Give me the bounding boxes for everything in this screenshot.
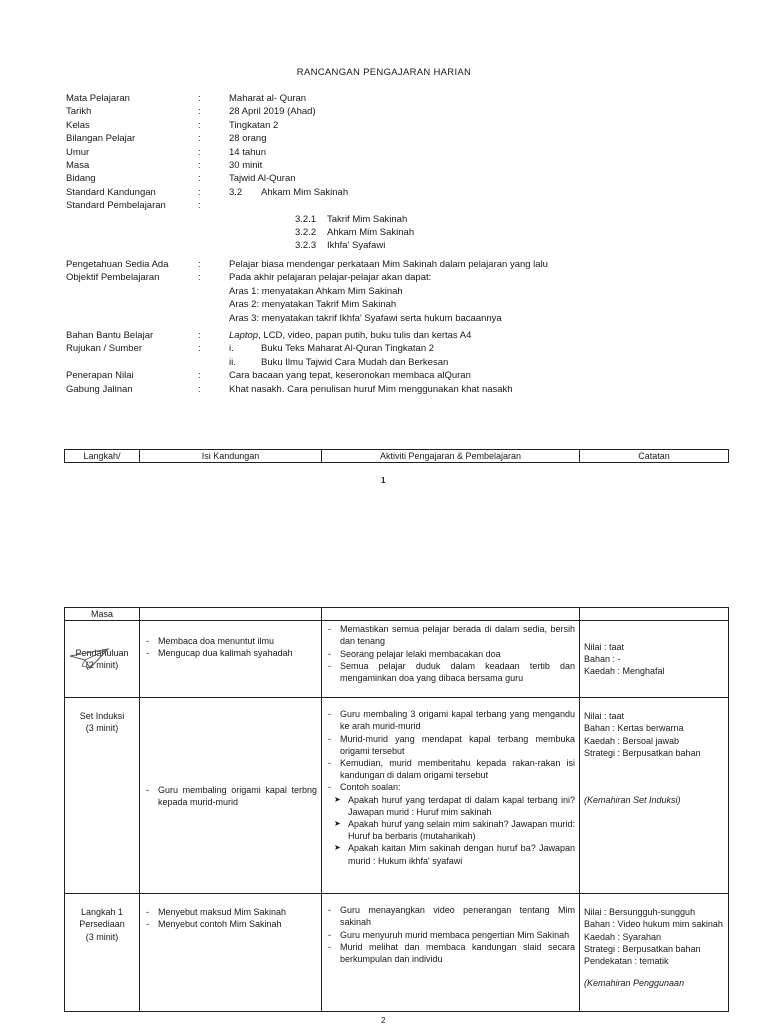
list-item: - Murid melihat dan membaca kandungan slaid secara berkumpulan dan individu bbox=[326, 941, 575, 965]
info-label: Umur bbox=[66, 146, 90, 158]
info-value: Maharat al- Quran bbox=[229, 93, 307, 104]
isi-cell bbox=[140, 894, 322, 1012]
list-item: - Kemudian, murid memberitahu kepada rakan-rakan isi kandungan di dalam origami tersebut bbox=[326, 757, 575, 781]
catatan-cell: Nilai : Bersungguh-sungguh Bahan : Video hukum mim sakinah Kaedah : Syarahan Strategi : Berpusatkan bahan Pendekatan : tematik (Kemahiran Penggunaan bbox=[580, 894, 729, 1012]
isi-cell bbox=[140, 698, 322, 894]
table-row bbox=[65, 621, 729, 698]
step-cell: Pendahuluan (2 minit) bbox=[65, 621, 140, 698]
standard-number: 3.2 bbox=[229, 186, 243, 198]
question-item: ➤ Apakah huruf yang selain mim sakinah? Jawapan murid: Huruf ba berbaris (mutaharikah) bbox=[334, 818, 575, 842]
info-row: Umur : 14 tahun bbox=[66, 146, 706, 159]
list-item: - Guru menyuruh murid membaca pengertian Mim Sakinah bbox=[326, 929, 575, 941]
info-row: Standard Kandungan : 3.2 Ahkam Mim Sakinah bbox=[66, 186, 706, 199]
info-value: Tajwid Al-Quran bbox=[229, 173, 296, 185]
skill-note: (Kemahiran Penggunaan bbox=[584, 978, 685, 989]
aktiviti-cell bbox=[322, 894, 580, 1012]
page-number: 1 bbox=[381, 476, 386, 485]
isi-cell bbox=[140, 621, 322, 698]
step-cell: Langkah 1 Persediaan (3 minit) bbox=[65, 894, 140, 1012]
list-item: - Menyebut contoh Mim Sakinah bbox=[144, 918, 317, 930]
page-number-2: 2 bbox=[381, 1016, 386, 1024]
info-value: 28 April 2019 (Ahad) bbox=[229, 106, 316, 118]
info-label: Bilangan Pelajar bbox=[66, 133, 136, 145]
info-row: Objektif Pembelajaran : Pada akhir pelajaran pelajar-pelajar akan dapat: bbox=[66, 272, 432, 284]
document-title: RANCANGAN PENGAJARAN HARIAN bbox=[296, 67, 472, 78]
info-row: Penerapan Nilai : Cara bacaan yang tepat, keseronokan membaca alQuran bbox=[66, 370, 471, 382]
list-item: - Guru membaling origami kapal terbng kepada murid-murid bbox=[144, 784, 317, 808]
header-cell: Catatan bbox=[580, 450, 729, 463]
info-row: Kelas : Tingkatan 2 bbox=[66, 119, 706, 132]
lesson-info bbox=[66, 92, 706, 396]
info-value: Tingkatan 2 bbox=[229, 119, 279, 131]
info-row: Masa : 30 minit bbox=[66, 159, 706, 172]
aktiviti-cell bbox=[322, 621, 580, 698]
info-row: ii. Buku Ilmu Tajwid Cara Mudah dan Berkesan bbox=[229, 356, 449, 368]
header-cell: Aktiviti Pengajaran & Pembelajaran bbox=[322, 450, 580, 463]
masa-cell: Masa bbox=[65, 608, 140, 621]
info-label: Standard Pembelajaran bbox=[66, 200, 166, 212]
list-item: - Seorang pelajar lelaki membacakan doa bbox=[326, 648, 575, 660]
list-item: - Semua pelajar duduk dalam keadaan tertib dan mengaminkan doa yang dibaca bersama guru bbox=[326, 660, 575, 684]
aktiviti-cell bbox=[322, 698, 580, 894]
info-label: Mata Pelajaran bbox=[66, 93, 130, 104]
info-value bbox=[229, 199, 706, 212]
info-value: 30 minit bbox=[229, 160, 263, 172]
list-item: - Menyebut maksud Mim Sakinah bbox=[144, 906, 317, 918]
list-item: - Mengucap dua kalimah syahadah bbox=[144, 647, 317, 659]
lesson-table-header bbox=[64, 449, 729, 463]
aras-item: Aras 1: menyatakan Ahkam Mim Sakinah bbox=[229, 285, 403, 297]
standard-item: 3.2.2 Ahkam Mim Sakinah bbox=[295, 227, 415, 239]
info-row: Tarikh : 28 April 2019 (Ahad) bbox=[66, 105, 706, 118]
aras-item: Aras 2: menyatakan Takrif Mim Sakinah bbox=[229, 299, 397, 311]
info-label: Bidang bbox=[66, 173, 96, 185]
skill-note: (Kemahiran Set Induksi) bbox=[584, 795, 681, 806]
list-item: - Guru membaling 3 origami kapal terbang yang mengandu ke arah murid-murid bbox=[326, 708, 575, 732]
paper-plane-icon bbox=[68, 646, 112, 672]
list-item: - Contoh soalan: bbox=[326, 781, 575, 793]
standard-item: 3.2.1 Takrif Mim Sakinah bbox=[295, 213, 408, 225]
info-row: Gabung Jalinan : Khat nasakh. Cara penulisan huruf Mim menggunakan khat nasakh bbox=[66, 383, 513, 395]
list-item: - Murid-murid yang mendapat kapal terbang membuka origami tersebut bbox=[326, 733, 575, 757]
step-cell: Set Induksi (3 minit) bbox=[65, 698, 140, 894]
question-item: ➤ Apakah huruf yang terdapat di dalam kapal terbang ini? Jawapan murid : Huruf mim sakinah bbox=[334, 794, 575, 818]
info-row: Bahan Bantu Belajar : Laptop, LCD, video, papan putih, buku tulis dan kertas A4 bbox=[66, 329, 472, 341]
info-row: Bilangan Pelajar : 28 orang bbox=[66, 132, 706, 145]
list-item: - Memastikan semua pelajar berada di dalam sedia, bersih dan tenang bbox=[326, 623, 575, 647]
info-row: Pengetahuan Sedia Ada : Pelajar biasa mendengar perkataan Mim Sakinah dalam pelajaran yang lalu bbox=[66, 258, 548, 270]
lesson-table bbox=[64, 607, 729, 1012]
info-row: Rujukan / Sumber : i. Buku Teks Maharat Al-Quran Tingkatan 2 bbox=[66, 343, 435, 355]
info-value: 28 orang bbox=[229, 133, 267, 145]
header-cell: Langkah/ bbox=[65, 450, 140, 463]
table-row bbox=[65, 894, 729, 1012]
header-cell: Isi Kandungan bbox=[140, 450, 322, 463]
info-label: Kelas bbox=[66, 119, 90, 131]
standard-item: 3.2.3 Ikhfa' Syafawi bbox=[295, 240, 386, 252]
info-label: Standard Kandungan bbox=[66, 186, 156, 198]
list-item: - Membaca doa menuntut ilmu bbox=[144, 635, 317, 647]
info-row: Bidang : Tajwid Al-Quran bbox=[66, 172, 706, 185]
table-row bbox=[65, 698, 729, 894]
catatan-cell: Nilai : taat Bahan : Kertas berwarna Kaedah : Bersoal jawab Strategi : Berpusatkan bahan (Kemahiran Set Induksi) bbox=[580, 698, 729, 894]
list-item: - Guru menayangkan video penerangan tentang Mim sakinah bbox=[326, 904, 575, 928]
question-item: ➤ Apakah kaitan Mim sakinah dengan huruf ba? Jawapan murid : Hukum ikhfa' syafawi bbox=[334, 842, 575, 866]
catatan-cell: Nilai : taat Bahan : - Kaedah : Menghafal bbox=[580, 621, 729, 698]
aras-item: Aras 3: menyatakan takrif Ikhfa' Syafawi serta hukum bacaannya bbox=[229, 312, 502, 324]
info-value: 3.2 Ahkam Mim Sakinah bbox=[229, 186, 349, 198]
info-label: Masa bbox=[66, 160, 90, 172]
info-row: Mata Pelajaran : Maharat al- Quran bbox=[66, 92, 706, 105]
info-label: Tarikh bbox=[66, 106, 92, 118]
info-value: 14 tahun bbox=[229, 146, 266, 158]
info-row: Standard Pembelajaran : bbox=[66, 199, 706, 212]
